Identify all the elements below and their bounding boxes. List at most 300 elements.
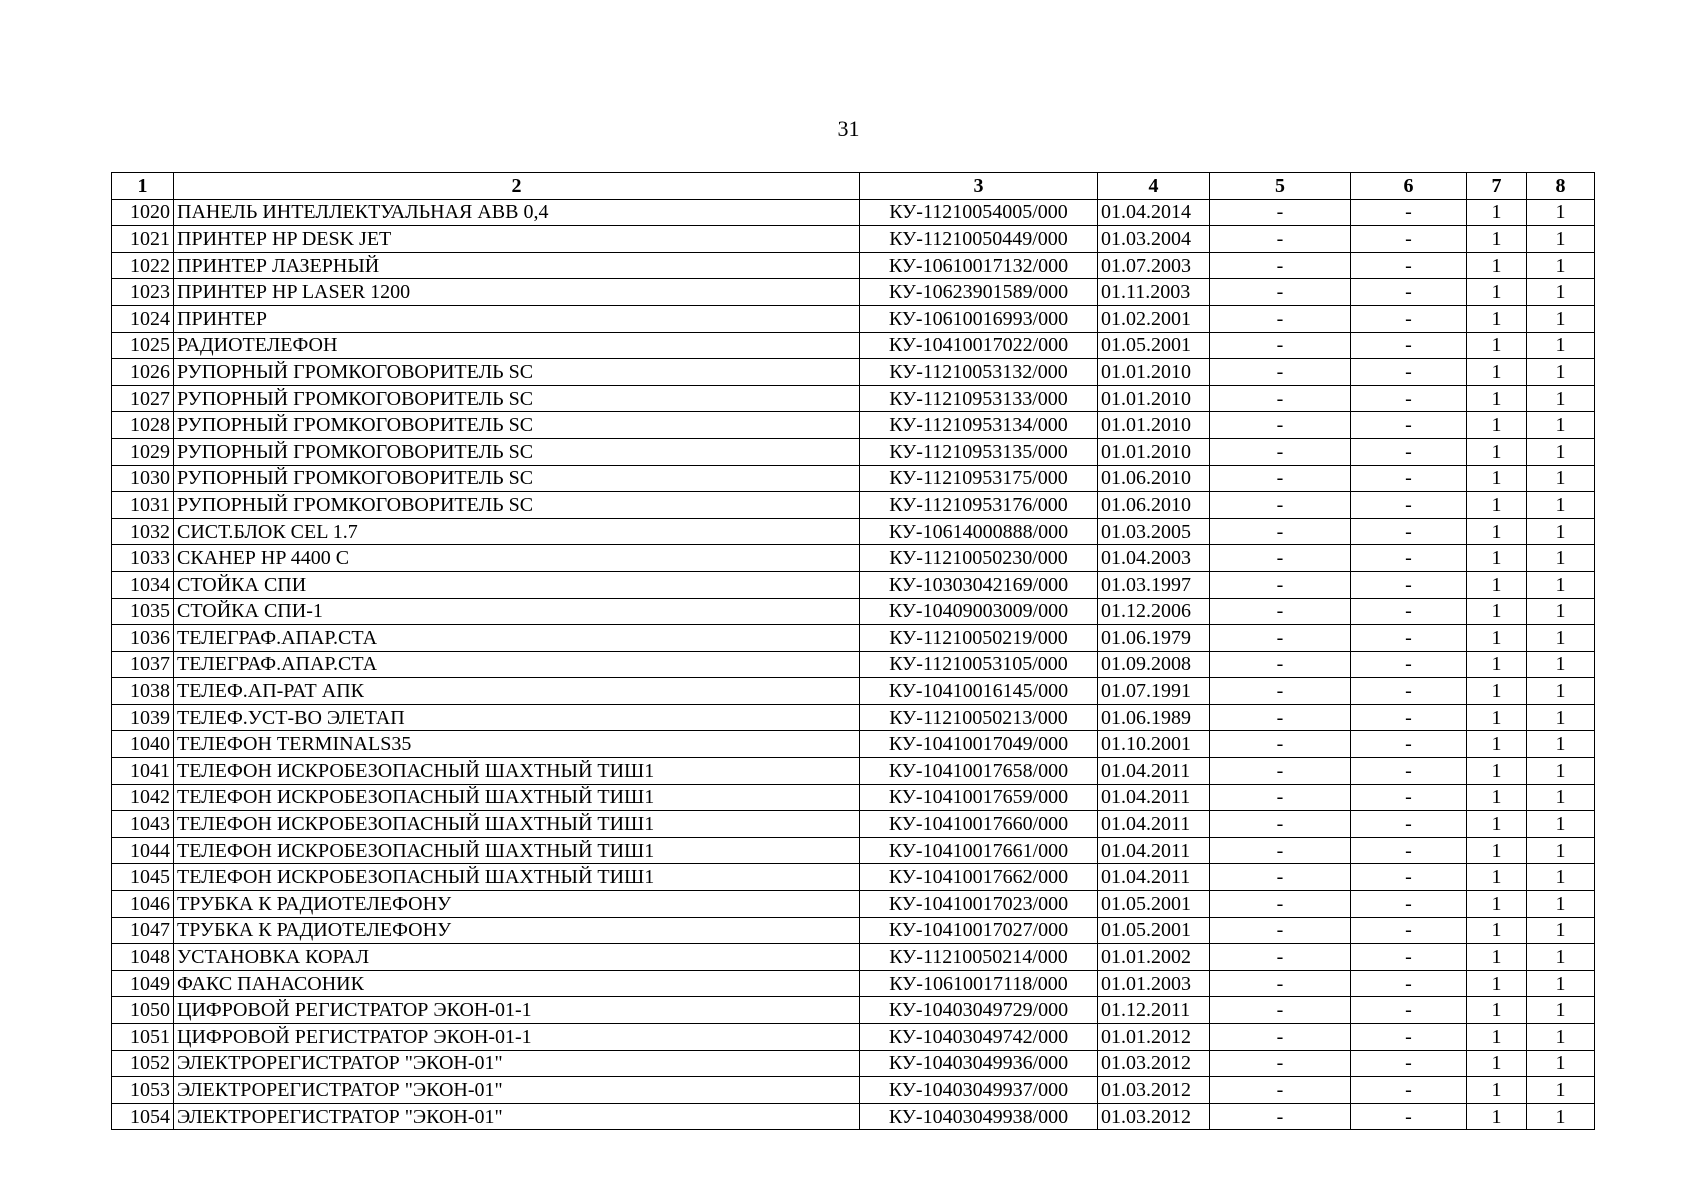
column-8-cell: 1: [1527, 545, 1595, 572]
item-name-cell: РУПОРНЫЙ ГРОМКОГОВОРИТЕЛЬ SC: [174, 492, 860, 519]
column-5-cell: -: [1210, 1103, 1351, 1130]
column-8-cell: 1: [1527, 571, 1595, 598]
item-name-cell: СТОЙКА СПИ-1: [174, 598, 860, 625]
inventory-code-cell: КУ-10623901589/000: [860, 279, 1098, 306]
table-row: [112, 359, 1595, 386]
column-6-cell: -: [1351, 305, 1467, 332]
date-cell: 01.05.2001: [1098, 891, 1210, 918]
inventory-code-cell: КУ-10410017662/000: [860, 864, 1098, 891]
column-7-cell: 1: [1467, 332, 1527, 359]
column-5-cell: -: [1210, 332, 1351, 359]
column-8-cell: 1: [1527, 784, 1595, 811]
item-name-cell: ЦИФРОВОЙ РЕГИСТРАТОР ЭКОН-01-1: [174, 997, 860, 1024]
column-5-cell: -: [1210, 412, 1351, 439]
date-cell: 01.06.1989: [1098, 704, 1210, 731]
inventory-code-cell: КУ-11210053105/000: [860, 651, 1098, 678]
item-name-cell: ТРУБКА К РАДИОТЕЛЕФОНУ: [174, 917, 860, 944]
row-number-cell: 1035: [112, 598, 174, 625]
table-row: [112, 997, 1595, 1024]
column-header: 3: [860, 173, 1098, 200]
item-name-cell: ТЕЛЕФОН ИСКРОБЕЗОПАСНЫЙ ШАХТНЫЙ ТИШ1: [174, 758, 860, 785]
date-cell: 01.01.2003: [1098, 970, 1210, 997]
inventory-code-cell: КУ-10410017049/000: [860, 731, 1098, 758]
inventory-code-cell: КУ-11210953135/000: [860, 438, 1098, 465]
column-5-cell: -: [1210, 492, 1351, 519]
column-6-cell: -: [1351, 864, 1467, 891]
inventory-code-cell: КУ-10410017660/000: [860, 811, 1098, 838]
column-8-cell: 1: [1527, 465, 1595, 492]
column-header: 7: [1467, 173, 1527, 200]
row-number-cell: 1046: [112, 891, 174, 918]
column-header: 1: [112, 173, 174, 200]
inventory-code-cell: КУ-11210953175/000: [860, 465, 1098, 492]
table-row: [112, 252, 1595, 279]
item-name-cell: ЭЛЕКТРОРЕГИСТРАТОР "ЭКОН-01": [174, 1103, 860, 1130]
inventory-code-cell: КУ-10410016145/000: [860, 678, 1098, 705]
item-name-cell: ПРИНТЕР HP DESK JET: [174, 226, 860, 253]
row-number-cell: 1025: [112, 332, 174, 359]
inventory-code-cell: КУ-10410017658/000: [860, 758, 1098, 785]
column-7-cell: 1: [1467, 970, 1527, 997]
date-cell: 01.03.2012: [1098, 1050, 1210, 1077]
row-number-cell: 1030: [112, 465, 174, 492]
item-name-cell: УСТАНОВКА КОРАЛ: [174, 944, 860, 971]
item-name-cell: ПРИНТЕР ЛАЗЕРНЫЙ: [174, 252, 860, 279]
inventory-code-cell: КУ-10409003009/000: [860, 598, 1098, 625]
row-number-cell: 1032: [112, 518, 174, 545]
table-row: [112, 438, 1595, 465]
table-row: [112, 970, 1595, 997]
date-cell: 01.04.2003: [1098, 545, 1210, 572]
column-6-cell: -: [1351, 438, 1467, 465]
column-5-cell: -: [1210, 1077, 1351, 1104]
table-row: [112, 385, 1595, 412]
date-cell: 01.06.2010: [1098, 492, 1210, 519]
column-7-cell: 1: [1467, 598, 1527, 625]
table-row: [112, 1077, 1595, 1104]
column-5-cell: -: [1210, 731, 1351, 758]
column-6-cell: -: [1351, 1103, 1467, 1130]
column-6-cell: -: [1351, 598, 1467, 625]
column-8-cell: 1: [1527, 811, 1595, 838]
column-6-cell: -: [1351, 465, 1467, 492]
column-8-cell: 1: [1527, 917, 1595, 944]
table-row: [112, 651, 1595, 678]
column-6-cell: -: [1351, 1050, 1467, 1077]
column-5-cell: -: [1210, 305, 1351, 332]
row-number-cell: 1043: [112, 811, 174, 838]
table-row: [112, 917, 1595, 944]
column-8-cell: 1: [1527, 438, 1595, 465]
date-cell: 01.06.2010: [1098, 465, 1210, 492]
item-name-cell: ПАНЕЛЬ ИНТЕЛЛЕКТУАЛЬНАЯ ABB 0,4: [174, 199, 860, 226]
column-5-cell: -: [1210, 944, 1351, 971]
column-7-cell: 1: [1467, 385, 1527, 412]
column-7-cell: 1: [1467, 811, 1527, 838]
column-7-cell: 1: [1467, 492, 1527, 519]
date-cell: 01.03.2012: [1098, 1103, 1210, 1130]
date-cell: 01.11.2003: [1098, 279, 1210, 306]
table-row: [112, 704, 1595, 731]
column-8-cell: 1: [1527, 412, 1595, 439]
row-number-cell: 1023: [112, 279, 174, 306]
column-8-cell: 1: [1527, 758, 1595, 785]
date-cell: 01.01.2010: [1098, 385, 1210, 412]
inventory-table: [111, 172, 1595, 1130]
column-6-cell: -: [1351, 545, 1467, 572]
column-8-cell: 1: [1527, 1024, 1595, 1051]
item-name-cell: ФАКС ПАНАСОНИК: [174, 970, 860, 997]
column-8-cell: 1: [1527, 385, 1595, 412]
row-number-cell: 1044: [112, 837, 174, 864]
table-row: [112, 731, 1595, 758]
column-6-cell: -: [1351, 651, 1467, 678]
date-cell: 01.10.2001: [1098, 731, 1210, 758]
column-8-cell: 1: [1527, 279, 1595, 306]
table-row: [112, 678, 1595, 705]
column-5-cell: -: [1210, 704, 1351, 731]
column-5-cell: -: [1210, 598, 1351, 625]
date-cell: 01.02.2001: [1098, 305, 1210, 332]
column-6-cell: -: [1351, 412, 1467, 439]
inventory-code-cell: КУ-11210050230/000: [860, 545, 1098, 572]
column-6-cell: -: [1351, 891, 1467, 918]
row-number-cell: 1038: [112, 678, 174, 705]
date-cell: 01.03.2012: [1098, 1077, 1210, 1104]
inventory-code-cell: КУ-10610017118/000: [860, 970, 1098, 997]
item-name-cell: СТОЙКА СПИ: [174, 571, 860, 598]
table-row: [112, 1024, 1595, 1051]
inventory-code-cell: КУ-11210050214/000: [860, 944, 1098, 971]
row-number-cell: 1029: [112, 438, 174, 465]
row-number-cell: 1026: [112, 359, 174, 386]
column-7-cell: 1: [1467, 1077, 1527, 1104]
column-8-cell: 1: [1527, 1103, 1595, 1130]
column-7-cell: 1: [1467, 571, 1527, 598]
row-number-cell: 1024: [112, 305, 174, 332]
column-7-cell: 1: [1467, 359, 1527, 386]
row-number-cell: 1048: [112, 944, 174, 971]
column-5-cell: -: [1210, 651, 1351, 678]
column-8-cell: 1: [1527, 625, 1595, 652]
column-8-cell: 1: [1527, 891, 1595, 918]
date-cell: 01.03.2004: [1098, 226, 1210, 253]
date-cell: 01.07.2003: [1098, 252, 1210, 279]
column-7-cell: 1: [1467, 305, 1527, 332]
table-row: [112, 625, 1595, 652]
column-8-cell: 1: [1527, 704, 1595, 731]
date-cell: 01.01.2010: [1098, 438, 1210, 465]
column-8-cell: 1: [1527, 1077, 1595, 1104]
table-row: [112, 944, 1595, 971]
inventory-code-cell: КУ-10410017022/000: [860, 332, 1098, 359]
row-number-cell: 1020: [112, 199, 174, 226]
item-name-cell: ТЕЛЕФОН ИСКРОБЕЗОПАСНЫЙ ШАХТНЫЙ ТИШ1: [174, 837, 860, 864]
column-header: 4: [1098, 173, 1210, 200]
inventory-code-cell: КУ-10403049742/000: [860, 1024, 1098, 1051]
column-6-cell: -: [1351, 678, 1467, 705]
date-cell: 01.04.2011: [1098, 758, 1210, 785]
column-5-cell: -: [1210, 891, 1351, 918]
column-7-cell: 1: [1467, 438, 1527, 465]
column-7-cell: 1: [1467, 758, 1527, 785]
table-row: [112, 1050, 1595, 1077]
inventory-code-cell: КУ-10610016993/000: [860, 305, 1098, 332]
column-6-cell: -: [1351, 625, 1467, 652]
column-6-cell: -: [1351, 359, 1467, 386]
column-header: 5: [1210, 173, 1351, 200]
item-name-cell: РУПОРНЫЙ ГРОМКОГОВОРИТЕЛЬ SC: [174, 359, 860, 386]
column-5-cell: -: [1210, 917, 1351, 944]
column-7-cell: 1: [1467, 864, 1527, 891]
date-cell: 01.06.1979: [1098, 625, 1210, 652]
column-6-cell: -: [1351, 385, 1467, 412]
column-8-cell: 1: [1527, 492, 1595, 519]
item-name-cell: СИСТ.БЛОК CEL 1.7: [174, 518, 860, 545]
inventory-code-cell: КУ-10610017132/000: [860, 252, 1098, 279]
column-6-cell: -: [1351, 1077, 1467, 1104]
table-row: [112, 412, 1595, 439]
column-7-cell: 1: [1467, 891, 1527, 918]
inventory-code-cell: КУ-10614000888/000: [860, 518, 1098, 545]
row-number-cell: 1050: [112, 997, 174, 1024]
inventory-code-cell: КУ-11210053132/000: [860, 359, 1098, 386]
table-row: [112, 305, 1595, 332]
date-cell: 01.07.1991: [1098, 678, 1210, 705]
date-cell: 01.05.2001: [1098, 917, 1210, 944]
inventory-code-cell: КУ-10403049936/000: [860, 1050, 1098, 1077]
date-cell: 01.04.2014: [1098, 199, 1210, 226]
column-8-cell: 1: [1527, 1050, 1595, 1077]
table-row: [112, 891, 1595, 918]
column-6-cell: -: [1351, 731, 1467, 758]
column-6-cell: -: [1351, 704, 1467, 731]
column-5-cell: -: [1210, 545, 1351, 572]
table-row: [112, 226, 1595, 253]
item-name-cell: РУПОРНЫЙ ГРОМКОГОВОРИТЕЛЬ SC: [174, 465, 860, 492]
row-number-cell: 1033: [112, 545, 174, 572]
date-cell: 01.03.2005: [1098, 518, 1210, 545]
item-name-cell: ТРУБКА К РАДИОТЕЛЕФОНУ: [174, 891, 860, 918]
column-5-cell: -: [1210, 465, 1351, 492]
inventory-code-cell: КУ-11210953133/000: [860, 385, 1098, 412]
column-6-cell: -: [1351, 1024, 1467, 1051]
column-5-cell: -: [1210, 199, 1351, 226]
date-cell: 01.03.1997: [1098, 571, 1210, 598]
date-cell: 01.01.2002: [1098, 944, 1210, 971]
column-7-cell: 1: [1467, 1050, 1527, 1077]
column-5-cell: -: [1210, 359, 1351, 386]
row-number-cell: 1052: [112, 1050, 174, 1077]
item-name-cell: РАДИОТЕЛЕФОН: [174, 332, 860, 359]
column-6-cell: -: [1351, 917, 1467, 944]
column-8-cell: 1: [1527, 864, 1595, 891]
row-number-cell: 1027: [112, 385, 174, 412]
table-row: [112, 199, 1595, 226]
column-5-cell: -: [1210, 571, 1351, 598]
item-name-cell: ПРИНТЕР: [174, 305, 860, 332]
column-7-cell: 1: [1467, 465, 1527, 492]
column-6-cell: -: [1351, 784, 1467, 811]
column-5-cell: -: [1210, 811, 1351, 838]
column-7-cell: 1: [1467, 704, 1527, 731]
column-7-cell: 1: [1467, 412, 1527, 439]
column-header: 2: [174, 173, 860, 200]
row-number-cell: 1022: [112, 252, 174, 279]
inventory-code-cell: КУ-10410017027/000: [860, 917, 1098, 944]
table-row: [112, 571, 1595, 598]
column-8-cell: 1: [1527, 518, 1595, 545]
column-6-cell: -: [1351, 332, 1467, 359]
column-5-cell: -: [1210, 970, 1351, 997]
column-header: 8: [1527, 173, 1595, 200]
inventory-code-cell: КУ-11210953134/000: [860, 412, 1098, 439]
column-8-cell: 1: [1527, 305, 1595, 332]
column-7-cell: 1: [1467, 731, 1527, 758]
column-header: 6: [1351, 173, 1467, 200]
table-row: [112, 545, 1595, 572]
inventory-code-cell: КУ-11210953176/000: [860, 492, 1098, 519]
inventory-code-cell: КУ-11210050213/000: [860, 704, 1098, 731]
table-row: [112, 465, 1595, 492]
row-number-cell: 1037: [112, 651, 174, 678]
column-8-cell: 1: [1527, 970, 1595, 997]
date-cell: 01.05.2001: [1098, 332, 1210, 359]
column-8-cell: 1: [1527, 651, 1595, 678]
column-8-cell: 1: [1527, 678, 1595, 705]
column-5-cell: -: [1210, 226, 1351, 253]
column-7-cell: 1: [1467, 1103, 1527, 1130]
item-name-cell: ТЕЛЕФОН TERMINALS35: [174, 731, 860, 758]
column-6-cell: -: [1351, 944, 1467, 971]
column-7-cell: 1: [1467, 279, 1527, 306]
item-name-cell: ЭЛЕКТРОРЕГИСТРАТОР "ЭКОН-01": [174, 1050, 860, 1077]
item-name-cell: РУПОРНЫЙ ГРОМКОГОВОРИТЕЛЬ SC: [174, 412, 860, 439]
inventory-code-cell: КУ-10403049938/000: [860, 1103, 1098, 1130]
table-row: [112, 279, 1595, 306]
column-6-cell: -: [1351, 997, 1467, 1024]
column-5-cell: -: [1210, 997, 1351, 1024]
column-7-cell: 1: [1467, 678, 1527, 705]
column-7-cell: 1: [1467, 784, 1527, 811]
column-6-cell: -: [1351, 199, 1467, 226]
column-5-cell: -: [1210, 625, 1351, 652]
date-cell: 01.09.2008: [1098, 651, 1210, 678]
date-cell: 01.12.2006: [1098, 598, 1210, 625]
table-row: [112, 598, 1595, 625]
inventory-code-cell: КУ-11210050219/000: [860, 625, 1098, 652]
item-name-cell: ТЕЛЕФ.АП-РАТ АПК: [174, 678, 860, 705]
column-7-cell: 1: [1467, 944, 1527, 971]
column-7-cell: 1: [1467, 226, 1527, 253]
column-6-cell: -: [1351, 837, 1467, 864]
item-name-cell: РУПОРНЫЙ ГРОМКОГОВОРИТЕЛЬ SC: [174, 438, 860, 465]
column-5-cell: -: [1210, 758, 1351, 785]
column-5-cell: -: [1210, 837, 1351, 864]
row-number-cell: 1054: [112, 1103, 174, 1130]
column-6-cell: -: [1351, 518, 1467, 545]
item-name-cell: РУПОРНЫЙ ГРОМКОГОВОРИТЕЛЬ SC: [174, 385, 860, 412]
column-8-cell: 1: [1527, 332, 1595, 359]
column-7-cell: 1: [1467, 252, 1527, 279]
inventory-code-cell: КУ-10410017659/000: [860, 784, 1098, 811]
column-6-cell: -: [1351, 571, 1467, 598]
column-7-cell: 1: [1467, 1024, 1527, 1051]
date-cell: 01.04.2011: [1098, 811, 1210, 838]
column-8-cell: 1: [1527, 199, 1595, 226]
row-number-cell: 1045: [112, 864, 174, 891]
row-number-cell: 1040: [112, 731, 174, 758]
table-row: [112, 864, 1595, 891]
column-6-cell: -: [1351, 226, 1467, 253]
table-row: [112, 332, 1595, 359]
inventory-code-cell: КУ-10403049937/000: [860, 1077, 1098, 1104]
row-number-cell: 1034: [112, 571, 174, 598]
date-cell: 01.12.2011: [1098, 997, 1210, 1024]
column-7-cell: 1: [1467, 625, 1527, 652]
row-number-cell: 1053: [112, 1077, 174, 1104]
inventory-code-cell: КУ-10403049729/000: [860, 997, 1098, 1024]
date-cell: 01.01.2010: [1098, 359, 1210, 386]
column-7-cell: 1: [1467, 997, 1527, 1024]
table-row: [112, 492, 1595, 519]
column-8-cell: 1: [1527, 837, 1595, 864]
column-5-cell: -: [1210, 1050, 1351, 1077]
row-number-cell: 1031: [112, 492, 174, 519]
column-7-cell: 1: [1467, 518, 1527, 545]
column-6-cell: -: [1351, 811, 1467, 838]
item-name-cell: ТЕЛЕФ.УСТ-ВО ЭЛЕТАП: [174, 704, 860, 731]
column-5-cell: -: [1210, 438, 1351, 465]
column-8-cell: 1: [1527, 997, 1595, 1024]
column-6-cell: -: [1351, 492, 1467, 519]
row-number-cell: 1051: [112, 1024, 174, 1051]
inventory-code-cell: КУ-11210054005/000: [860, 199, 1098, 226]
row-number-cell: 1042: [112, 784, 174, 811]
row-number-cell: 1039: [112, 704, 174, 731]
column-8-cell: 1: [1527, 598, 1595, 625]
row-number-cell: 1047: [112, 917, 174, 944]
inventory-code-cell: КУ-10410017661/000: [860, 837, 1098, 864]
column-5-cell: -: [1210, 678, 1351, 705]
inventory-code-cell: КУ-11210050449/000: [860, 226, 1098, 253]
date-cell: 01.04.2011: [1098, 837, 1210, 864]
item-name-cell: ПРИНТЕР HP LASER 1200: [174, 279, 860, 306]
column-7-cell: 1: [1467, 199, 1527, 226]
column-6-cell: -: [1351, 758, 1467, 785]
column-8-cell: 1: [1527, 359, 1595, 386]
item-name-cell: СКАНЕР HP 4400 C: [174, 545, 860, 572]
row-number-cell: 1049: [112, 970, 174, 997]
date-cell: 01.01.2012: [1098, 1024, 1210, 1051]
item-name-cell: ТЕЛЕФОН ИСКРОБЕЗОПАСНЫЙ ШАХТНЫЙ ТИШ1: [174, 784, 860, 811]
table-row: [112, 811, 1595, 838]
column-6-cell: -: [1351, 970, 1467, 997]
column-5-cell: -: [1210, 864, 1351, 891]
table-row: [112, 784, 1595, 811]
row-number-cell: 1028: [112, 412, 174, 439]
table-row: [112, 1103, 1595, 1130]
inventory-code-cell: КУ-10410017023/000: [860, 891, 1098, 918]
column-8-cell: 1: [1527, 731, 1595, 758]
column-5-cell: -: [1210, 1024, 1351, 1051]
column-7-cell: 1: [1467, 545, 1527, 572]
column-5-cell: -: [1210, 385, 1351, 412]
table-row: [112, 758, 1595, 785]
column-5-cell: -: [1210, 784, 1351, 811]
column-8-cell: 1: [1527, 944, 1595, 971]
item-name-cell: ЭЛЕКТРОРЕГИСТРАТОР "ЭКОН-01": [174, 1077, 860, 1104]
